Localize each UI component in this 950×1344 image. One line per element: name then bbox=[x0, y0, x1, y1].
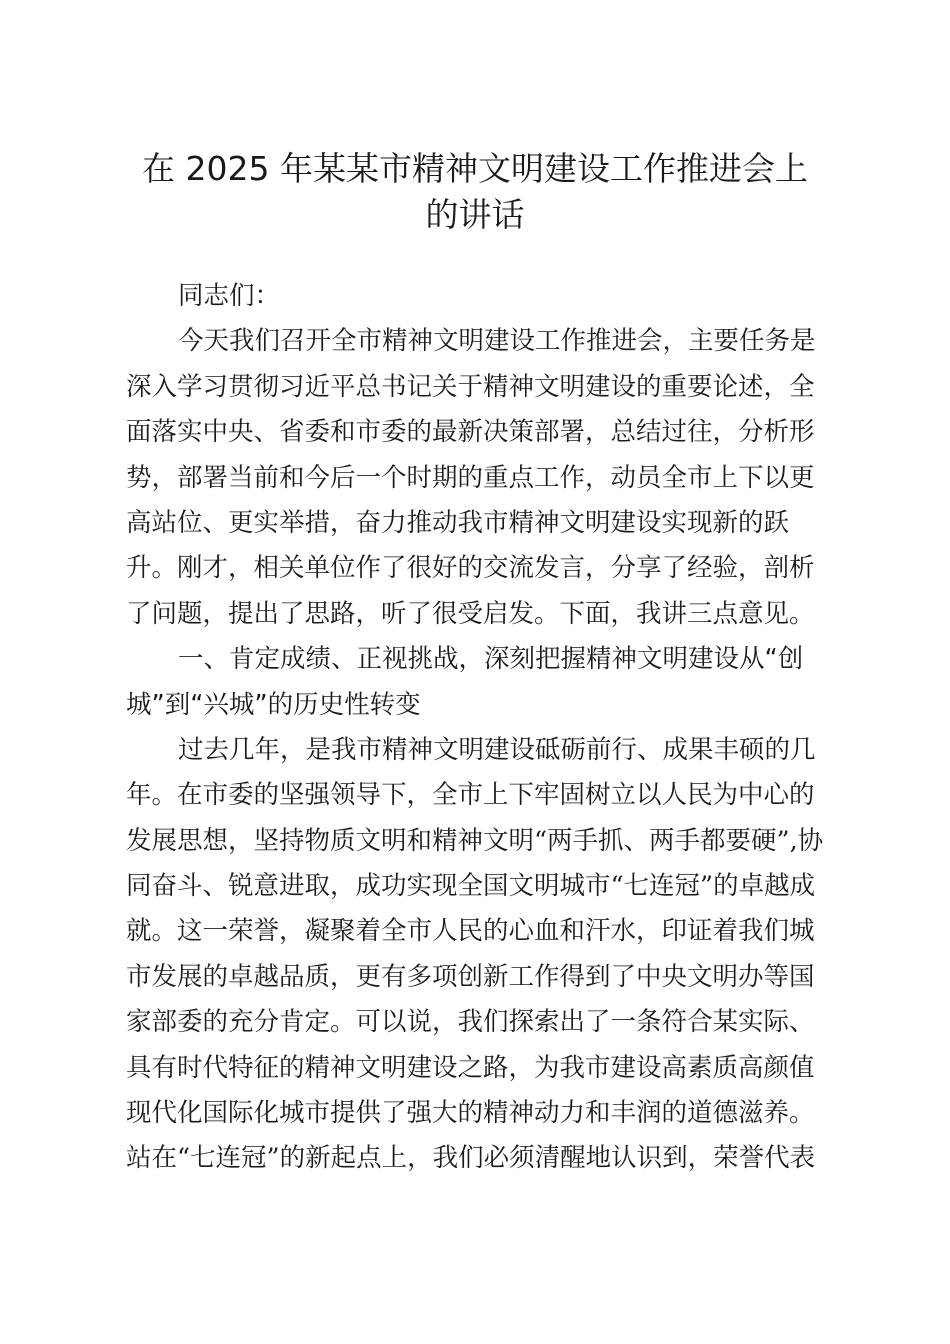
paragraph-line: 高站位、更实举措，奋力推动我市精神文明建设实现新的跃 bbox=[126, 507, 790, 538]
paragraph-opening bbox=[126, 319, 826, 637]
paragraph-line: 势，部署当前和今后一个时期的重点工作，动员全市上下以更 bbox=[126, 462, 815, 493]
paragraph-line: 市发展的卓越品质，更有多项创新工作得到了中央文明办等国 bbox=[126, 961, 815, 992]
paragraph-achievements bbox=[126, 728, 826, 1182]
paragraph-line: 就。这一荣誉，凝聚着全市人民的心血和汗水，印证着我们城 bbox=[126, 916, 815, 947]
paragraph-line: 了问题，提出了思路，听了很受启发。下面，我讲三点意见。 bbox=[126, 598, 815, 629]
section-heading-line: 一、肯定成绩、正视挑战，深刻把握精神文明建设从“创 bbox=[178, 644, 804, 675]
paragraph-line: 面落实中央、省委和市委的最新决策部署，总结过往，分析形 bbox=[126, 417, 815, 448]
document-body bbox=[126, 274, 826, 1182]
title-line: 在 2025 年某某市精神文明建设工作推进会上 bbox=[142, 149, 808, 188]
paragraph-line: 家部委的充分肯定。可以说，我们探索出了一条符合某实际、 bbox=[126, 1007, 815, 1038]
paragraph-line: 站在“七连冠”的新起点上，我们必须清醒地认识到，荣誉代表 bbox=[126, 1143, 816, 1174]
salutation: 同志们： bbox=[178, 281, 281, 311]
paragraph-line: 具有时代特征的精神文明建设之路，为我市建设高素质高颜值 bbox=[126, 1052, 815, 1083]
paragraph-line: 发展思想，坚持物质文明和精神文明“两手抓、两手都要硬”,协 bbox=[126, 825, 824, 856]
paragraph-line: 过去几年，是我市精神文明建设砥砺前行、成果丰硕的几 bbox=[178, 734, 816, 765]
section-heading-line: 城”到“兴城”的历史性转变 bbox=[126, 689, 421, 720]
paragraph-line: 现代化国际化城市提供了强大的精神动力和丰润的道德滋养。 bbox=[126, 1098, 815, 1129]
title-line: 的讲话 bbox=[425, 195, 525, 234]
paragraph-line: 深入学习贯彻习近平总书记关于精神文明建设的重要论述，全 bbox=[126, 371, 815, 402]
paragraph-line: 升。刚才，相关单位作了很好的交流发言，分享了经验，剖析 bbox=[126, 553, 815, 584]
section-heading bbox=[126, 637, 826, 728]
paragraph-line: 年。在市委的坚强领导下，全市上下牢固树立以人民为中心的 bbox=[126, 780, 815, 811]
document-title bbox=[120, 146, 830, 238]
paragraph-line: 同奋斗、锐意进取，成功实现全国文明城市“七连冠”的卓越成 bbox=[126, 871, 816, 902]
paragraph-line: 今天我们召开全市精神文明建设工作推进会，主要任务是 bbox=[178, 326, 816, 357]
